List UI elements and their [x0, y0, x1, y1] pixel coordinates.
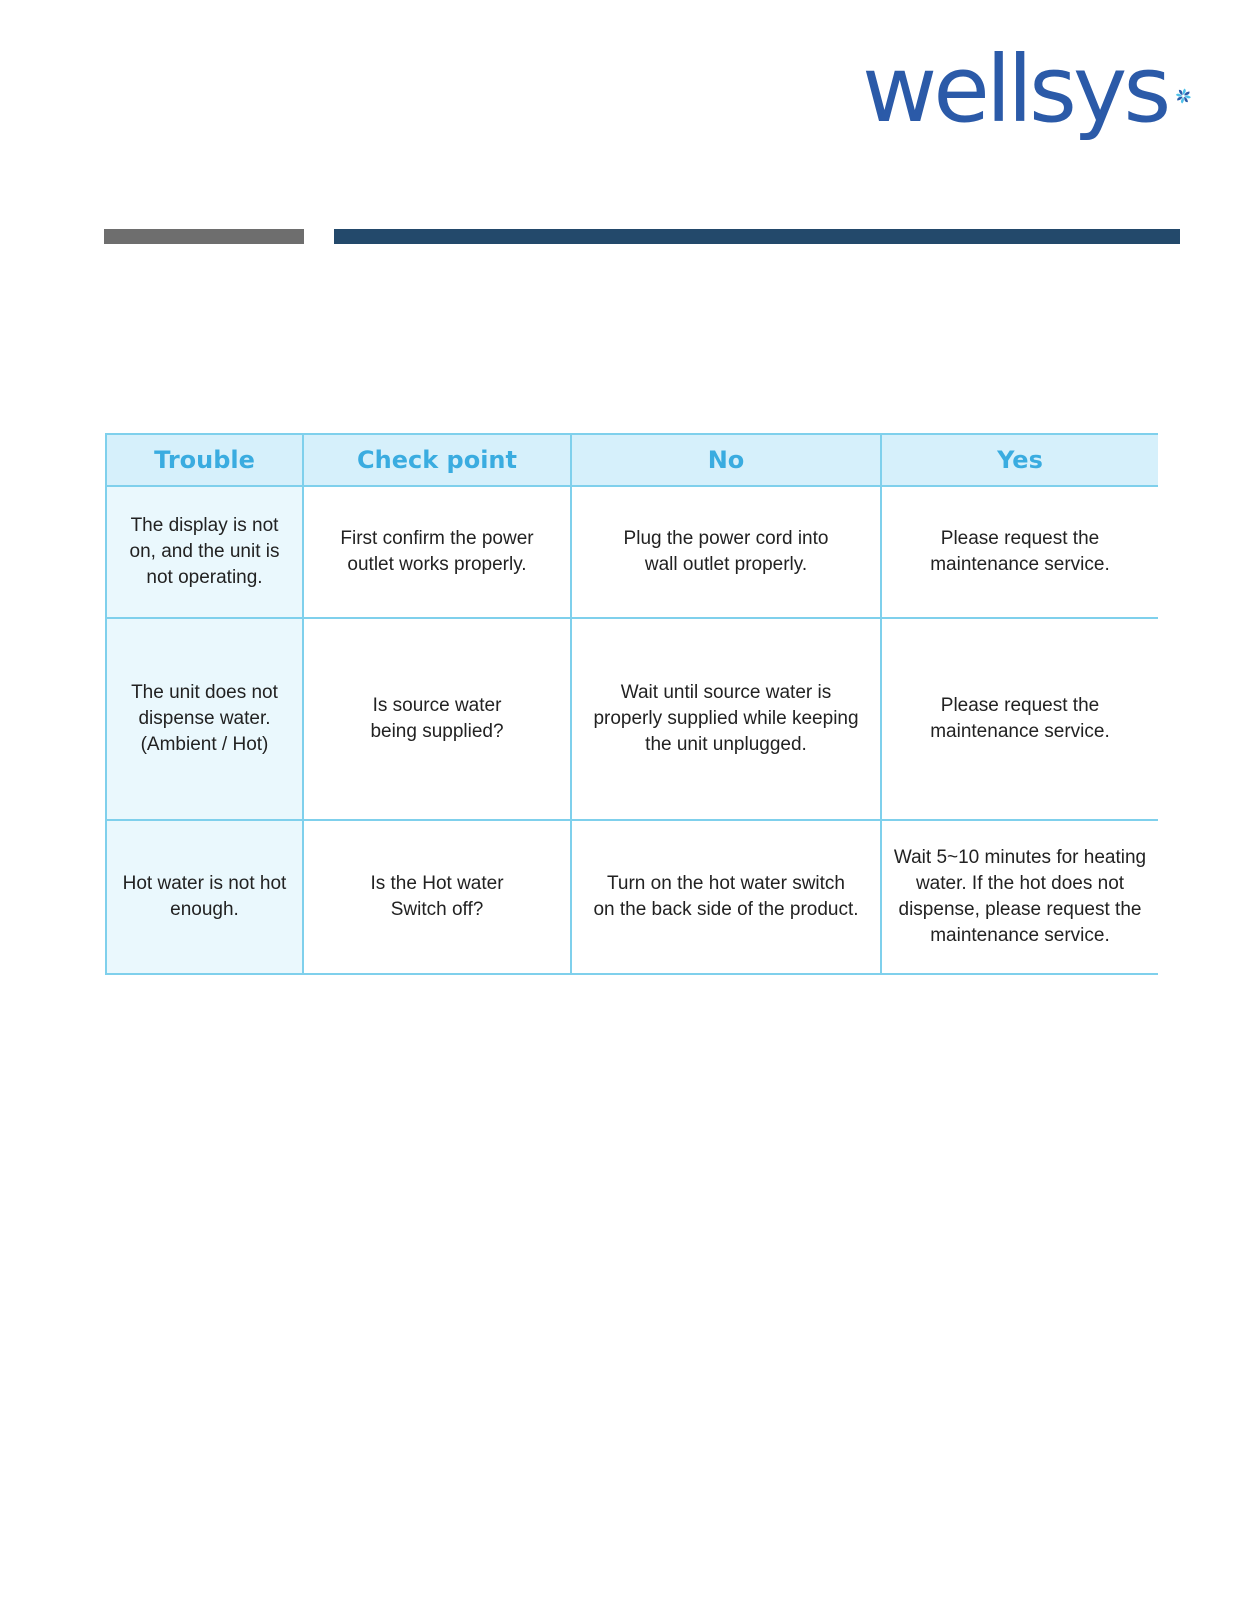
no-text: Turn on the hot water switch on the back side of the product.: [593, 873, 859, 920]
brand-name: wellsys: [862, 36, 1168, 143]
table-row: [106, 486, 1158, 618]
check-text: Is source water being supplied?: [370, 695, 504, 742]
no-cell: [571, 618, 881, 820]
brand-logo: [862, 36, 1192, 152]
trouble-text: The display is not on, and the unit is not operating.: [129, 515, 280, 588]
pinwheel-flower-icon: [1175, 68, 1192, 124]
header-yes: Yes: [881, 434, 1158, 486]
check-text: First confirm the power outlet works properly.: [340, 528, 534, 575]
yes-text: Wait 5~10 minutes for heating water. If the hot does not dispense, please request the maintenance service.: [893, 847, 1147, 946]
trouble-cell: [106, 486, 303, 618]
trouble-text: The unit does not dispense water. (Ambient / Hot): [131, 682, 278, 755]
trouble-text: Hot water is not hot enough.: [122, 873, 287, 920]
table-row: [106, 618, 1158, 820]
yes-cell: [881, 618, 1158, 820]
header-check-point: Check point: [303, 434, 571, 486]
table-header-row: [106, 434, 1158, 486]
section-accent-bar-right: [334, 229, 1180, 244]
no-cell: [571, 486, 881, 618]
check-text: Is the Hot water Switch off?: [370, 873, 504, 920]
yes-cell: [881, 486, 1158, 618]
no-text: Wait until source water is properly supplied while keeping the unit unplugged.: [593, 682, 859, 755]
yes-cell: [881, 820, 1158, 974]
check-cell: [303, 486, 571, 618]
header-trouble: Trouble: [106, 434, 303, 486]
header-no: No: [571, 434, 881, 486]
no-text: Plug the power cord into wall outlet properly.: [623, 528, 829, 575]
no-cell: [571, 820, 881, 974]
section-accent-bar-left: [104, 229, 304, 244]
table-row: [106, 820, 1158, 974]
check-cell: [303, 618, 571, 820]
trouble-cell: [106, 820, 303, 974]
trouble-cell: [106, 618, 303, 820]
yes-text: Please request the maintenance service.: [930, 695, 1110, 742]
troubleshooting-table: [105, 433, 1158, 975]
check-cell: [303, 820, 571, 974]
yes-text: Please request the maintenance service.: [930, 528, 1110, 575]
